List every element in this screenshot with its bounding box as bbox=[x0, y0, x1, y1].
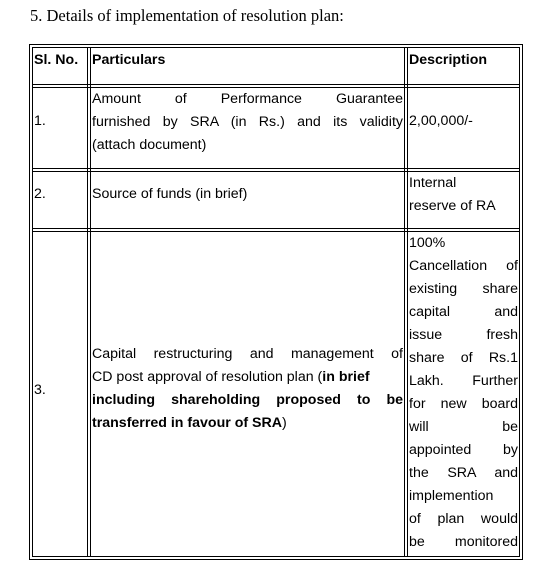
row-divider bbox=[32, 228, 520, 229]
column-divider bbox=[90, 47, 91, 557]
row-3-particulars-bold: including shareholding proposed to be bbox=[92, 392, 403, 408]
row-2-sl-no: 2. bbox=[34, 186, 46, 202]
row-3-description-line: Lakh. Further bbox=[409, 373, 518, 389]
row-3-description-line: Cancellation of bbox=[409, 258, 518, 274]
table-border bbox=[522, 44, 523, 560]
row-1-particulars-line: (attach document) bbox=[92, 137, 207, 153]
row-3-description-line: for new board bbox=[409, 396, 518, 412]
column-divider bbox=[87, 47, 88, 557]
row-3-particulars-line bbox=[92, 366, 403, 389]
header-particulars: Particulars bbox=[92, 52, 166, 68]
header-description: Description bbox=[409, 52, 488, 68]
row-2-particulars: Source of funds (in brief) bbox=[92, 186, 248, 202]
row-2-description bbox=[409, 172, 517, 218]
row-3-description-line: the SRA and bbox=[409, 465, 518, 481]
row-3-sl-no: 3. bbox=[34, 382, 46, 398]
row-3-particulars-line: Capital restructuring and management of bbox=[92, 346, 403, 362]
row-3-description-line: issue fresh bbox=[409, 327, 518, 343]
row-3-description-line: 100% bbox=[409, 235, 446, 251]
row-3-particulars-bold: in brief bbox=[322, 369, 370, 385]
table-border bbox=[29, 44, 523, 45]
row-3-description-line: existing share bbox=[409, 281, 518, 297]
table-border bbox=[32, 556, 520, 557]
table-border bbox=[32, 47, 520, 48]
row-1-particulars-line: furnished by SRA (in Rs.) and its validity bbox=[92, 114, 403, 130]
row-2-description-line: Internal bbox=[409, 175, 457, 191]
implementation-table bbox=[29, 44, 523, 560]
row-3-particulars-line bbox=[92, 412, 403, 435]
header-sl-no: Sl. No. bbox=[34, 52, 79, 68]
column-divider bbox=[407, 47, 408, 557]
row-3-description-line: implemention bbox=[409, 488, 494, 504]
table-border bbox=[29, 44, 30, 560]
table-border bbox=[519, 47, 520, 557]
table-border bbox=[29, 559, 523, 560]
row-3-particulars bbox=[92, 343, 403, 435]
row-3-description-line: appointed by bbox=[409, 442, 518, 458]
row-3-description-line: of plan would bbox=[409, 511, 518, 527]
row-3-description-line: share of Rs.1 bbox=[409, 350, 518, 366]
row-3-description bbox=[409, 232, 518, 554]
row-3-particulars-text: ) bbox=[282, 415, 287, 431]
row-3-description-line: be monitored bbox=[409, 534, 518, 550]
row-1-particulars bbox=[92, 88, 403, 157]
row-3-description-line: will be bbox=[409, 419, 518, 435]
section-heading: 5. Details of implementation of resolution plan: bbox=[30, 6, 344, 25]
table-border bbox=[32, 47, 33, 557]
row-1-sl-no: 1. bbox=[34, 113, 46, 129]
row-3-particulars-text: CD post approval of resolution plan ( bbox=[92, 369, 323, 385]
row-1-particulars-line: Amount of Performance Guarantee bbox=[92, 91, 403, 107]
column-divider bbox=[404, 47, 405, 557]
row-2-description-line: reserve of RA bbox=[409, 198, 496, 214]
row-divider bbox=[32, 84, 520, 85]
row-1-description: 2,00,000/- bbox=[409, 113, 473, 129]
row-3-particulars-bold: transferred in favour of SRA bbox=[92, 415, 282, 431]
row-3-description-line: capital and bbox=[409, 304, 518, 320]
row-divider bbox=[32, 168, 520, 169]
